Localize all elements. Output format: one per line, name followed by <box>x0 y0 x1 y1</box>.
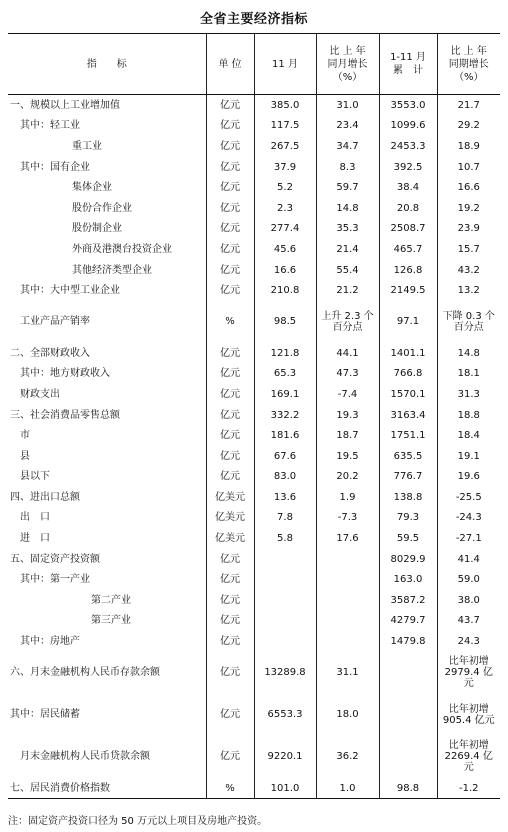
row-name: 工业产品产销率 <box>20 316 90 328</box>
row-cumulative-value: 38.4 <box>379 177 437 198</box>
row-month-value: 332.2 <box>254 405 316 426</box>
row-unit: 亿元 <box>206 549 254 570</box>
row-unit: 亿元 <box>206 569 254 590</box>
header-month-growth-line2: 同月增长 <box>327 58 368 70</box>
row-name: 县 <box>20 450 30 462</box>
row-period-growth: 下降 0.3 个百分点 <box>437 301 500 343</box>
row-cumulative-value: 465.7 <box>379 239 437 260</box>
row-name: 其中：第一产业 <box>20 574 90 586</box>
row-month-value <box>254 631 316 652</box>
table-row <box>8 116 500 137</box>
row-period-growth: 比年初增 905.4 亿元 <box>437 694 500 736</box>
header-month-growth-line3: （%） <box>332 71 363 83</box>
header-cumulative <box>379 34 437 95</box>
row-cumulative-value: 2508.7 <box>379 219 437 240</box>
row-name: 集体企业 <box>72 182 112 194</box>
row-name: 市 <box>20 430 30 442</box>
header-month-growth <box>316 34 379 95</box>
row-period-growth: 59.0 <box>437 569 500 590</box>
row-name: 其中：居民储蓄 <box>10 709 80 721</box>
table-row <box>8 239 500 260</box>
row-name: 股份制企业 <box>72 223 122 235</box>
table-row <box>8 611 500 632</box>
row-month-growth: -7.3 <box>316 508 379 529</box>
row-month-value: 101.0 <box>254 778 316 799</box>
row-month-value: 385.0 <box>254 95 316 116</box>
row-period-growth: 43.7 <box>437 611 500 632</box>
row-name: 其他经济类型企业 <box>72 264 152 276</box>
row-month-growth: 19.3 <box>316 405 379 426</box>
row-unit: 亿元 <box>206 425 254 446</box>
row-unit: 亿元 <box>206 631 254 652</box>
row-cumulative-value: 392.5 <box>379 157 437 178</box>
row-unit: 亿元 <box>206 219 254 240</box>
table-row <box>8 425 500 446</box>
row-month-growth <box>316 590 379 611</box>
row-month-value: 16.6 <box>254 260 316 281</box>
row-cumulative-value: 8029.9 <box>379 549 437 570</box>
row-month-growth: 31.1 <box>316 652 379 694</box>
row-period-growth: 18.4 <box>437 425 500 446</box>
row-cumulative-value: 1479.8 <box>379 631 437 652</box>
row-name: 重工业 <box>72 140 102 152</box>
row-period-growth: 43.2 <box>437 260 500 281</box>
table-row <box>8 198 500 219</box>
row-unit: % <box>206 301 254 343</box>
row-cumulative-value: 1099.6 <box>379 116 437 137</box>
row-unit: 亿元 <box>206 652 254 694</box>
table-row <box>8 694 500 736</box>
row-period-growth: -27.1 <box>437 528 500 549</box>
table-row <box>8 487 500 508</box>
row-name: 三、社会消费品零售总额 <box>10 409 120 421</box>
row-cumulative-value: 138.8 <box>379 487 437 508</box>
row-unit: 亿元 <box>206 157 254 178</box>
table-row <box>8 652 500 694</box>
row-cumulative-value: 59.5 <box>379 528 437 549</box>
row-month-value: 169.1 <box>254 384 316 405</box>
row-month-value: 181.6 <box>254 425 316 446</box>
row-unit: 亿元 <box>206 95 254 116</box>
row-name: 其中：大中型工业企业 <box>20 285 120 297</box>
row-month-value: 5.2 <box>254 177 316 198</box>
row-unit: 亿元 <box>206 384 254 405</box>
row-period-growth: 14.8 <box>437 343 500 364</box>
row-month-growth: 35.3 <box>316 219 379 240</box>
row-month-growth: 上升 2.3 个百分点 <box>316 301 379 343</box>
row-period-growth: 比年初增 2979.4 亿元 <box>437 652 500 694</box>
table-row <box>8 467 500 488</box>
row-month-growth: 47.3 <box>316 364 379 385</box>
row-name: 其中：房地产 <box>20 636 80 648</box>
row-period-growth: 比年初增 2269.4 亿元 <box>437 736 500 778</box>
row-month-growth: 23.4 <box>316 116 379 137</box>
row-month-value <box>254 549 316 570</box>
row-unit: 亿元 <box>206 590 254 611</box>
row-month-value <box>254 569 316 590</box>
row-period-growth: 18.1 <box>437 364 500 385</box>
row-period-growth: 41.4 <box>437 549 500 570</box>
row-name: 其中：轻工业 <box>20 120 80 132</box>
row-period-growth: 29.2 <box>437 116 500 137</box>
row-period-growth: 19.2 <box>437 198 500 219</box>
row-cumulative-value: 126.8 <box>379 260 437 281</box>
row-name: 县以下 <box>20 471 50 483</box>
row-unit: 亿元 <box>206 736 254 778</box>
row-period-growth: 16.6 <box>437 177 500 198</box>
row-unit: 亿美元 <box>206 528 254 549</box>
row-cumulative-value: 1751.1 <box>379 425 437 446</box>
row-month-value: 267.5 <box>254 136 316 157</box>
row-unit: 亿元 <box>206 343 254 364</box>
row-cumulative-value: 2453.3 <box>379 136 437 157</box>
row-month-value: 67.6 <box>254 446 316 467</box>
row-month-value: 6553.3 <box>254 694 316 736</box>
row-cumulative-value: 1570.1 <box>379 384 437 405</box>
row-unit: 亿元 <box>206 116 254 137</box>
row-month-growth: -7.4 <box>316 384 379 405</box>
table-row <box>8 631 500 652</box>
footnote: 注：固定资产投资口径为 50 万元以上项目及房地产投资。 <box>8 816 268 827</box>
row-name: 一、规模以上工业增加值 <box>10 99 120 111</box>
row-unit: 亿美元 <box>206 508 254 529</box>
row-cumulative-value <box>379 736 437 778</box>
row-month-value: 210.8 <box>254 280 316 301</box>
row-month-growth: 21.4 <box>316 239 379 260</box>
row-name: 第二产业 <box>91 594 131 606</box>
row-month-growth: 20.2 <box>316 467 379 488</box>
row-month-growth: 59.7 <box>316 177 379 198</box>
row-period-growth: 38.0 <box>437 590 500 611</box>
table-title: 全省主要经济指标 <box>199 12 308 27</box>
row-name: 四、进出口总额 <box>10 491 80 503</box>
row-cumulative-value: 3553.0 <box>379 95 437 116</box>
table-row <box>8 549 500 570</box>
row-cumulative-value <box>379 694 437 736</box>
table-row <box>8 177 500 198</box>
row-period-growth: 15.7 <box>437 239 500 260</box>
row-name: 外商及港澳台投资企业 <box>72 243 172 255</box>
row-name: 其中：地方财政收入 <box>20 368 110 380</box>
header-period-growth-line2: 同期增长 <box>448 58 489 70</box>
row-name: 出 口 <box>20 512 50 524</box>
table-row <box>8 569 500 590</box>
row-month-value: 2.3 <box>254 198 316 219</box>
row-period-growth: 24.3 <box>437 631 500 652</box>
row-name: 第三产业 <box>91 615 131 627</box>
table-row <box>8 157 500 178</box>
header-unit: 单 位 <box>206 34 254 95</box>
row-unit: 亿元 <box>206 364 254 385</box>
table-row <box>8 736 500 778</box>
row-unit: 亿美元 <box>206 487 254 508</box>
indicator-table <box>8 33 500 799</box>
row-month-value: 5.8 <box>254 528 316 549</box>
row-unit: 亿元 <box>206 611 254 632</box>
row-month-growth: 55.4 <box>316 260 379 281</box>
header-period-growth-line1: 比 上 年 <box>450 45 487 57</box>
row-period-growth: 18.9 <box>437 136 500 157</box>
row-cumulative-value: 766.8 <box>379 364 437 385</box>
table-row <box>8 219 500 240</box>
row-month-growth <box>316 631 379 652</box>
row-period-growth: 13.2 <box>437 280 500 301</box>
row-period-growth: -25.5 <box>437 487 500 508</box>
header-cumulative-line1: 1-11 月 <box>390 52 426 63</box>
row-name: 五、固定资产投资额 <box>10 553 100 565</box>
table-row <box>8 446 500 467</box>
row-month-growth: 18.7 <box>316 425 379 446</box>
row-month-value: 98.5 <box>254 301 316 343</box>
table-row <box>8 590 500 611</box>
row-unit: 亿元 <box>206 405 254 426</box>
row-period-growth: 21.7 <box>437 95 500 116</box>
row-month-value: 13.6 <box>254 487 316 508</box>
row-month-value: 37.9 <box>254 157 316 178</box>
row-name: 财政支出 <box>20 388 60 400</box>
row-month-growth: 31.0 <box>316 95 379 116</box>
row-month-growth: 19.5 <box>316 446 379 467</box>
row-cumulative-value: 2149.5 <box>379 280 437 301</box>
row-name: 进 口 <box>20 533 50 545</box>
row-period-growth: -24.3 <box>437 508 500 529</box>
row-unit: 亿元 <box>206 694 254 736</box>
row-unit: 亿元 <box>206 136 254 157</box>
row-month-value <box>254 590 316 611</box>
header-period-growth <box>437 34 500 95</box>
row-cumulative-value: 20.8 <box>379 198 437 219</box>
row-period-growth: 18.8 <box>437 405 500 426</box>
header-month-growth-line1: 比 上 年 <box>329 45 366 57</box>
header-cumulative-line2: 累 计 <box>393 65 423 76</box>
row-month-growth: 8.3 <box>316 157 379 178</box>
row-name: 七、居民消费价格指数 <box>8 778 206 799</box>
row-month-growth <box>316 569 379 590</box>
row-month-value <box>254 611 316 632</box>
row-name: 六、月末金融机构人民币存款余额 <box>10 667 160 679</box>
header-period-growth-line3: （%） <box>453 71 484 83</box>
row-month-growth: 1.9 <box>316 487 379 508</box>
row-month-growth <box>316 549 379 570</box>
row-month-value: 7.8 <box>254 508 316 529</box>
table-row <box>8 405 500 426</box>
row-month-growth: 17.6 <box>316 528 379 549</box>
row-unit: 亿元 <box>206 177 254 198</box>
row-month-value: 9220.1 <box>254 736 316 778</box>
row-name: 月末金融机构人民币贷款余额 <box>20 751 150 763</box>
row-month-growth: 18.0 <box>316 694 379 736</box>
row-period-growth: -1.2 <box>437 778 500 799</box>
table-body <box>8 95 500 799</box>
row-period-growth: 10.7 <box>437 157 500 178</box>
row-cumulative-value: 163.0 <box>379 569 437 590</box>
row-name: 二、全部财政收入 <box>10 347 90 359</box>
row-month-growth <box>316 611 379 632</box>
row-unit: 亿元 <box>206 260 254 281</box>
table-row <box>8 301 500 343</box>
row-month-growth: 21.2 <box>316 280 379 301</box>
row-unit: 亿元 <box>206 239 254 260</box>
row-month-value: 117.5 <box>254 116 316 137</box>
row-month-value: 13289.8 <box>254 652 316 694</box>
table-header <box>8 34 500 95</box>
row-month-growth: 36.2 <box>316 736 379 778</box>
row-cumulative-value: 776.7 <box>379 467 437 488</box>
row-cumulative-value: 1401.1 <box>379 343 437 364</box>
header-indicator: 指 标 <box>8 34 206 95</box>
row-month-value: 121.8 <box>254 343 316 364</box>
row-period-growth: 23.9 <box>437 219 500 240</box>
table-row <box>8 384 500 405</box>
table-row <box>8 364 500 385</box>
row-month-value: 65.3 <box>254 364 316 385</box>
table-row <box>8 508 500 529</box>
row-cumulative-value: 3163.4 <box>379 405 437 426</box>
header-month: 11 月 <box>254 34 316 95</box>
row-cumulative-value: 4279.7 <box>379 611 437 632</box>
row-cumulative-value: 635.5 <box>379 446 437 467</box>
table-row <box>8 778 500 799</box>
row-month-value: 83.0 <box>254 467 316 488</box>
row-cumulative-value <box>379 652 437 694</box>
table-row <box>8 260 500 281</box>
row-month-growth: 1.0 <box>316 778 379 799</box>
row-cumulative-value: 79.3 <box>379 508 437 529</box>
row-period-growth: 19.1 <box>437 446 500 467</box>
row-month-value: 277.4 <box>254 219 316 240</box>
row-name: 其中：国有企业 <box>20 161 90 173</box>
row-period-growth: 19.6 <box>437 467 500 488</box>
row-cumulative-value: 98.8 <box>379 778 437 799</box>
row-month-growth: 34.7 <box>316 136 379 157</box>
table-row <box>8 528 500 549</box>
table-row <box>8 343 500 364</box>
row-unit: % <box>206 778 254 799</box>
table-row <box>8 95 500 116</box>
row-month-growth: 44.1 <box>316 343 379 364</box>
row-period-growth: 31.3 <box>437 384 500 405</box>
row-month-value: 45.6 <box>254 239 316 260</box>
row-cumulative-value: 97.1 <box>379 301 437 343</box>
row-cumulative-value: 3587.2 <box>379 590 437 611</box>
table-row <box>8 280 500 301</box>
row-unit: 亿元 <box>206 446 254 467</box>
row-unit: 亿元 <box>206 467 254 488</box>
row-unit: 亿元 <box>206 198 254 219</box>
row-month-growth: 14.8 <box>316 198 379 219</box>
row-name: 股份合作企业 <box>72 202 132 214</box>
row-unit: 亿元 <box>206 280 254 301</box>
table-row <box>8 136 500 157</box>
